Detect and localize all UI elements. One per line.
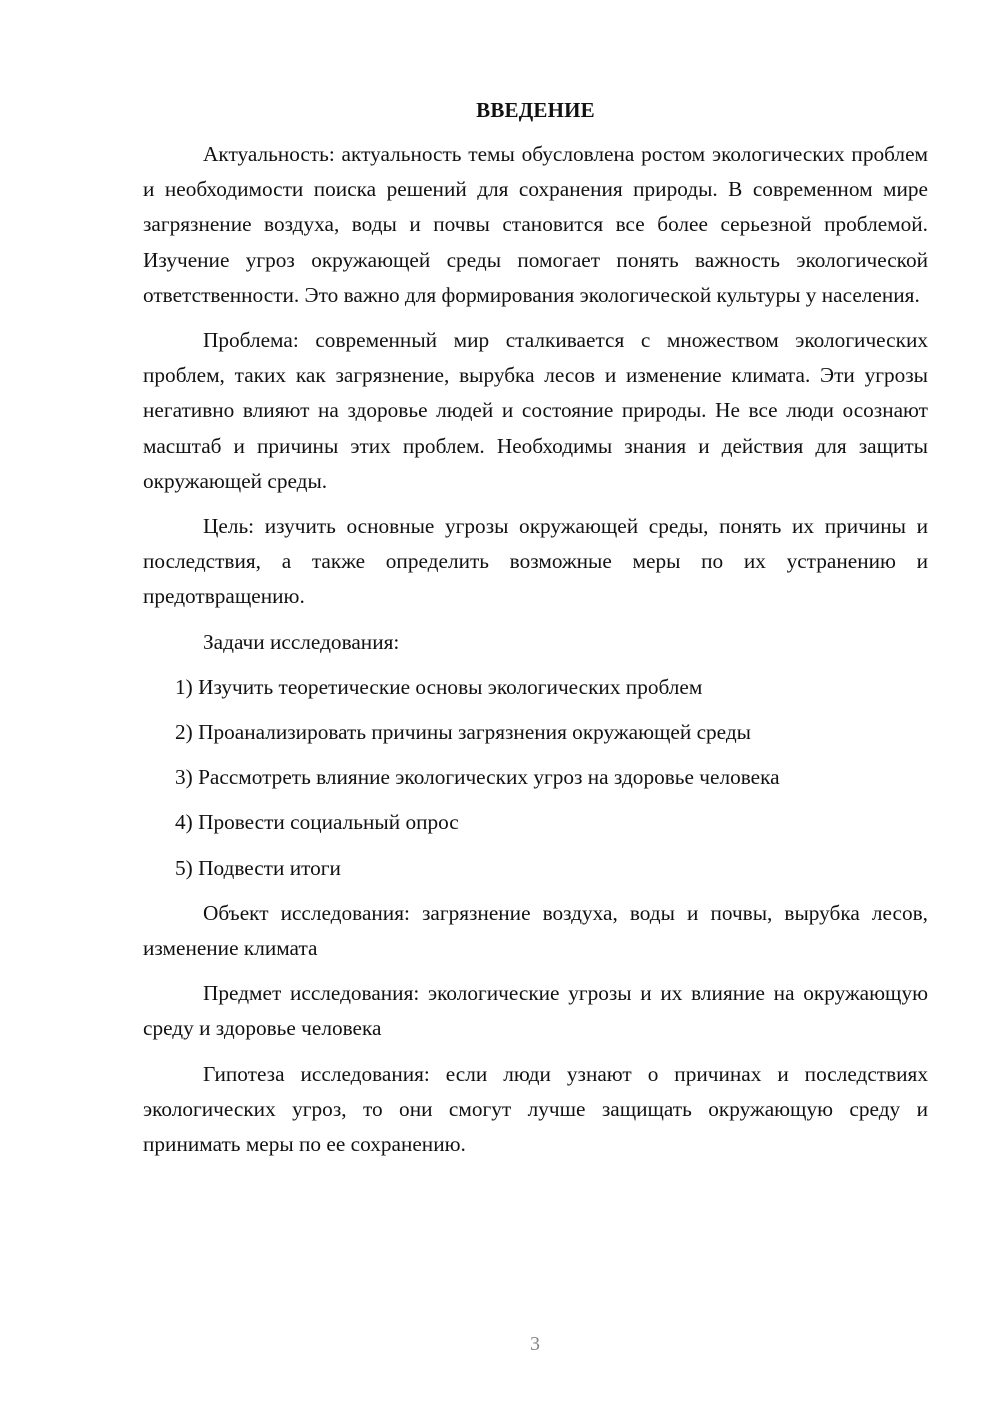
task-item: 2) Проанализировать причины загрязнения окружающей среды xyxy=(175,720,751,745)
object-paragraph: Объект исследования: загрязнение воздуха, воды и почвы, вырубка лесов, изменение климата xyxy=(143,900,928,961)
relevance-paragraph: Актуальность: актуальность темы обусловлена ростом экологических проблем и необходимости поиска решений для сохранения природы. В современном мире загрязнение воздуха, воды и почвы становится все более серьезной проблемой. Изучение угроз окружающей среды помогает понять важность экологической ответственности. Это важно для формирования экологической культуры у населения. xyxy=(143,142,928,307)
task-item: 3) Рассмотреть влияние экологических угроз на здоровье человека xyxy=(175,765,780,790)
hypothesis-paragraph: Гипотеза исследования: если люди узнают о причинах и последствиях экологических угроз, то они смогут лучше защищать окружающую среду и принимать меры по ее сохранению. xyxy=(143,1061,928,1157)
page-number: 3 xyxy=(530,1333,540,1355)
goal-paragraph: Цель: изучить основные угрозы окружающей среды, понять их причины и последствия, а также определить возможные меры по их устранению и предотвращению. xyxy=(143,514,928,609)
tasks-heading: Задачи исследования: xyxy=(203,629,400,654)
page-content xyxy=(143,95,928,1172)
problem-paragraph: Проблема: современный мир сталкивается с множеством экологических проблем, таких как загрязнение, вырубка лесов и изменение климата. Эти угрозы негативно влияют на здоровье людей и состояние природы. Не все люди осознают масштаб и причины этих проблем. Необходимы знания и действия для защиты окружающей среды. xyxy=(143,328,928,493)
page-title: ВВЕДЕНИЕ xyxy=(476,98,595,122)
task-item: 5) Подвести итоги xyxy=(175,855,341,880)
tasks-list xyxy=(143,670,928,886)
task-item: 1) Изучить теоретические основы экологических проблем xyxy=(175,674,703,699)
task-item: 4) Провести социальный опрос xyxy=(175,810,459,835)
subject-paragraph: Предмет исследования: экологические угрозы и их влияние на окружающую среду и здоровье человека xyxy=(143,981,928,1041)
